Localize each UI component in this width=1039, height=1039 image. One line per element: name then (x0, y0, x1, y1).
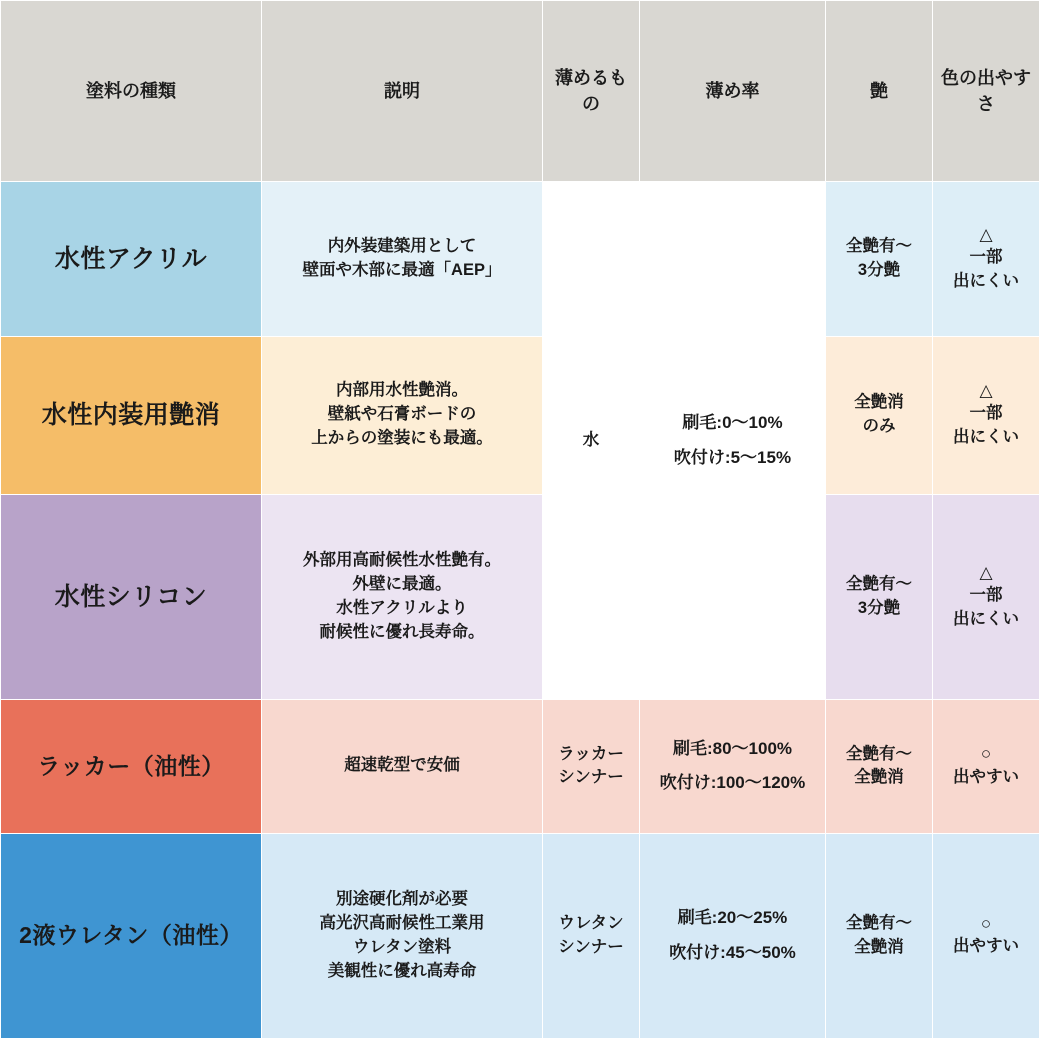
gloss-line: のみ (862, 417, 896, 436)
thinner-value (543, 833, 640, 1038)
header-dilution-rate: 薄め率 (640, 1, 826, 182)
rate-line: 吹付け:100〜120% (659, 773, 806, 793)
paint-type-name: 水性アクリル (1, 182, 262, 337)
color-ease-value (933, 700, 1039, 834)
color-ease-mark: △ (979, 563, 993, 583)
rate-line: 吹付け:5〜15% (673, 447, 792, 467)
header-color-ease: 色の出やすさ (933, 1, 1039, 182)
description-line: 外壁に最適。 (352, 575, 452, 594)
gloss-line: 全艶有〜 (846, 913, 912, 932)
color-ease-mark: ○ (980, 744, 992, 764)
gloss-line: 3分艶 (857, 260, 901, 279)
paint-description (262, 336, 543, 494)
color-ease-line: 一部 (969, 404, 1003, 423)
header-thinner: 薄めるもの (543, 1, 640, 182)
gloss-value (826, 494, 933, 699)
table-row (1, 336, 1039, 494)
dilution-rate-value (640, 700, 826, 834)
paint-type-name: 水性内装用艶消 (1, 336, 262, 494)
table-row (1, 182, 1039, 337)
color-ease-value (933, 182, 1039, 337)
paint-description (262, 833, 543, 1038)
table-row (1, 700, 1039, 834)
color-ease-line: 一部 (969, 586, 1003, 605)
description-line: 上からの塗装にも最適。 (311, 429, 493, 448)
color-ease-value (933, 833, 1039, 1038)
description-line: 高光沢高耐候性工業用 (319, 913, 485, 932)
description-line: 壁面や木部に最適「AEP」 (302, 260, 502, 279)
color-ease-line: 一部 (969, 247, 1003, 266)
paint-description: 超速乾型で安価 (262, 700, 543, 834)
color-ease-mark: △ (979, 224, 993, 244)
description-line: 水性アクリルより (336, 598, 468, 617)
gloss-line: 3分艶 (857, 598, 901, 617)
color-ease-value (933, 336, 1039, 494)
description-line: 外部用高耐候性水性艶有。 (303, 551, 501, 570)
rate-line: 刷毛:80〜100% (672, 738, 793, 758)
thinner-line: ウレタン (558, 913, 624, 932)
color-ease-mark: △ (979, 381, 993, 401)
gloss-line: 全艶消 (854, 393, 904, 412)
thinner-line: シンナー (558, 937, 624, 956)
color-ease-line: 出やすい (953, 937, 1019, 955)
rate-line: 吹付け:45〜50% (669, 942, 796, 962)
table-header-row (1, 1, 1039, 182)
dilution-rate-value (640, 833, 826, 1038)
gloss-line: 全艶有〜 (846, 236, 912, 255)
description-line: 美観性に優れ高寿命 (327, 961, 477, 980)
thinner-water: 水 (543, 182, 640, 700)
color-ease-line: 出やすい (953, 767, 1019, 786)
color-ease-line: 出にくい (953, 271, 1019, 290)
rate-line: 刷毛:0〜10% (682, 412, 783, 432)
paint-type-name: 水性シリコン (1, 494, 262, 699)
description-line: 内外装建築用として (327, 236, 477, 255)
gloss-line: 全艶消 (854, 768, 904, 787)
table-row (1, 833, 1039, 1038)
description-line: 別途硬化剤が必要 (336, 890, 468, 909)
gloss-value (826, 700, 933, 834)
description-line: 内部用水性艶消。 (336, 381, 468, 400)
description-line: ウレタン塗料 (352, 937, 452, 956)
paint-type-name: 2液ウレタン（油性） (1, 833, 262, 1038)
thinner-line: シンナー (558, 768, 624, 787)
gloss-value (826, 336, 933, 494)
thinner-line: ラッカー (558, 744, 624, 763)
paint-description (262, 494, 543, 699)
paint-description (262, 182, 543, 337)
gloss-value (826, 833, 933, 1038)
header-description: 説明 (262, 1, 543, 182)
header-paint-type: 塗料の種類 (1, 1, 262, 182)
thinner-value (543, 700, 640, 834)
description-line: 耐候性に優れ長寿命。 (319, 622, 485, 641)
color-ease-mark: ○ (980, 913, 992, 933)
gloss-line: 全艶有〜 (846, 744, 912, 763)
gloss-line: 全艶有〜 (846, 575, 912, 594)
description-line: 壁紙や石膏ボードの (327, 405, 477, 424)
color-ease-line: 出にくい (953, 428, 1019, 447)
paint-type-name: ラッカー（油性） (1, 700, 262, 834)
color-ease-value (933, 494, 1039, 699)
gloss-line: 全艶消 (854, 937, 904, 956)
table-row (1, 494, 1039, 699)
dilution-rate-water (640, 182, 826, 700)
color-ease-line: 出にくい (953, 610, 1019, 629)
gloss-value (826, 182, 933, 337)
header-gloss: 艶 (826, 1, 933, 182)
rate-line: 刷毛:20〜25% (677, 908, 788, 928)
